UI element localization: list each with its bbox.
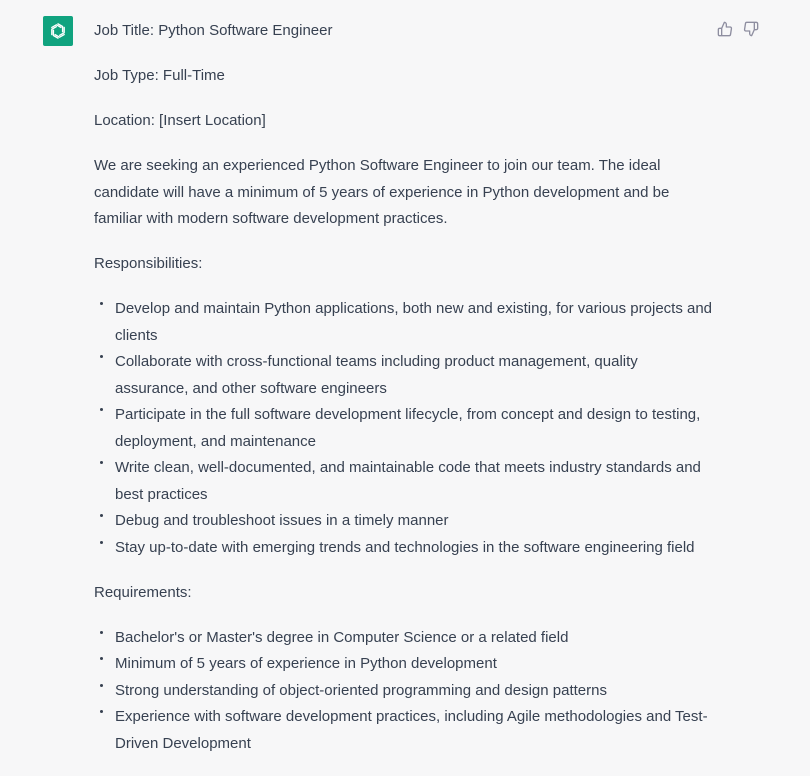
list-item: Strong understanding of object-oriented programming and design patterns [94, 678, 714, 705]
list-item: Minimum of 5 years of experience in Python development [94, 651, 714, 678]
list-item: Debug and troubleshoot issues in a timely manner [94, 508, 714, 535]
feedback-buttons [716, 20, 760, 38]
assistant-message [94, 18, 714, 776]
thumbs-up-button[interactable] [716, 20, 734, 38]
requirements-heading: Requirements: [94, 583, 192, 601]
list-item: Write clean, well-documented, and maintainable code that meets industry standards and best practices [94, 455, 714, 508]
list-item: Experience with software development practices, including Agile methodologies and Test-Driven Development [94, 704, 714, 757]
responsibilities-heading: Responsibilities: [94, 255, 203, 272]
assistant-avatar [43, 16, 73, 46]
list-item: Participate in the full software development lifecycle, from concept and design to testing, deployment, and maintenance [94, 402, 714, 455]
list-item: Bachelor's or Master's degree in Computer Science or a related field [94, 625, 714, 652]
job-intro: We are seeking an experienced Python Software Engineer to join our team. The ideal candidate will have a minimum of 5 years of experience in Python development and be familiar with modern software development practices. [94, 157, 670, 227]
responsibilities-list [94, 296, 714, 561]
list-item: Develop and maintain Python applications, both new and existing, for various projects and clients [94, 296, 714, 349]
openai-logo-icon [47, 20, 69, 42]
job-type: Job Type: Full-Time [94, 67, 225, 84]
thumbs-up-icon [717, 21, 733, 37]
thumbs-down-icon [743, 21, 759, 37]
job-location: Location: [Insert Location] [94, 112, 266, 129]
job-title: Job Title: Python Software Engineer [94, 22, 333, 39]
requirements-list [94, 625, 714, 758]
list-item: Stay up-to-date with emerging trends and technologies in the software engineering field [94, 535, 714, 562]
list-item: Collaborate with cross-functional teams including product management, quality assurance, and other software engineers [94, 349, 714, 402]
thumbs-down-button[interactable] [742, 20, 760, 38]
